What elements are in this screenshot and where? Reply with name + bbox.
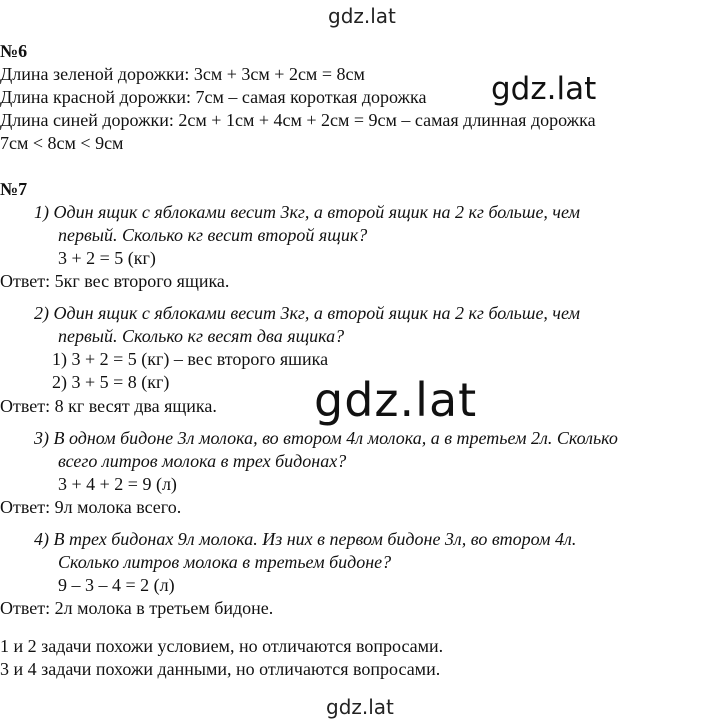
- task6-line-green: Длина зеленой дорожки: 3см + 3см + 2см = 8см: [0, 64, 365, 84]
- watermark-bottom: gdz.lat: [326, 695, 394, 719]
- problem1-text-line2: первый. Сколько кг весит второй ящик?: [58, 225, 368, 245]
- watermark-right: gdz.lat: [487, 70, 600, 108]
- problem3-answer: Ответ: 9л молока всего.: [0, 497, 182, 517]
- task7-heading: №7: [0, 179, 28, 199]
- problem1-answer: Ответ: 5кг вес второго ящика.: [0, 271, 230, 291]
- problem4-text-line2: Сколько литров молока в третьем бидоне?: [58, 552, 392, 572]
- task6-line-red: Длина красной дорожки: 7см – самая короткая дорожка: [0, 87, 427, 107]
- problem2-solution-step1: 1) 3 + 2 = 5 (кг) – вес второго яшика: [52, 349, 329, 369]
- conclusion-line2: 3 и 4 задачи похожи данными, но отличаются вопросами.: [0, 659, 441, 679]
- problem2-text-line1: 2) Один ящик с яблоками весит 3кг, а второй ящик на 2 кг больше, чем: [34, 303, 581, 323]
- problem3-text-line1: 3) В одном бидоне 3л молока, во втором 4л молока, а в третьем 2л. Сколько: [34, 428, 618, 448]
- task6-heading: №6: [0, 41, 28, 61]
- problem3-solution: 3 + 4 + 2 = 9 (л): [58, 474, 177, 494]
- watermark-center: gdz.lat: [308, 374, 485, 426]
- problem1-text-line1: 1) Один ящик с яблоками весит 3кг, а второй ящик на 2 кг больше, чем: [34, 202, 581, 222]
- task6-line-compare: 7см < 8см < 9см: [0, 133, 124, 153]
- watermark-top: gdz.lat: [328, 4, 396, 28]
- problem4-answer: Ответ: 2л молока в третьем бидоне.: [0, 598, 274, 618]
- problem4-text-line1: 4) В трех бидонах 9л молока. Из них в первом бидоне 3л, во втором 4л.: [34, 529, 577, 549]
- problem2-answer: Ответ: 8 кг весят два ящика.: [0, 396, 217, 416]
- problem2-text-line2: первый. Сколько кг весят два ящика?: [58, 326, 345, 346]
- task6-line-blue: Длина синей дорожки: 2см + 1см + 4см + 2см = 9см – самая длинная дорожка: [0, 110, 596, 130]
- problem2-solution-step2: 2) 3 + 5 = 8 (кг): [52, 372, 170, 392]
- problem3-text-line2: всего литров молока в трех бидонах?: [58, 451, 347, 471]
- conclusion-line1: 1 и 2 задачи похожи условием, но отличаются вопросами.: [0, 636, 444, 656]
- problem4-solution: 9 – 3 – 4 = 2 (л): [58, 575, 175, 595]
- problem1-solution: 3 + 2 = 5 (кг): [58, 248, 156, 268]
